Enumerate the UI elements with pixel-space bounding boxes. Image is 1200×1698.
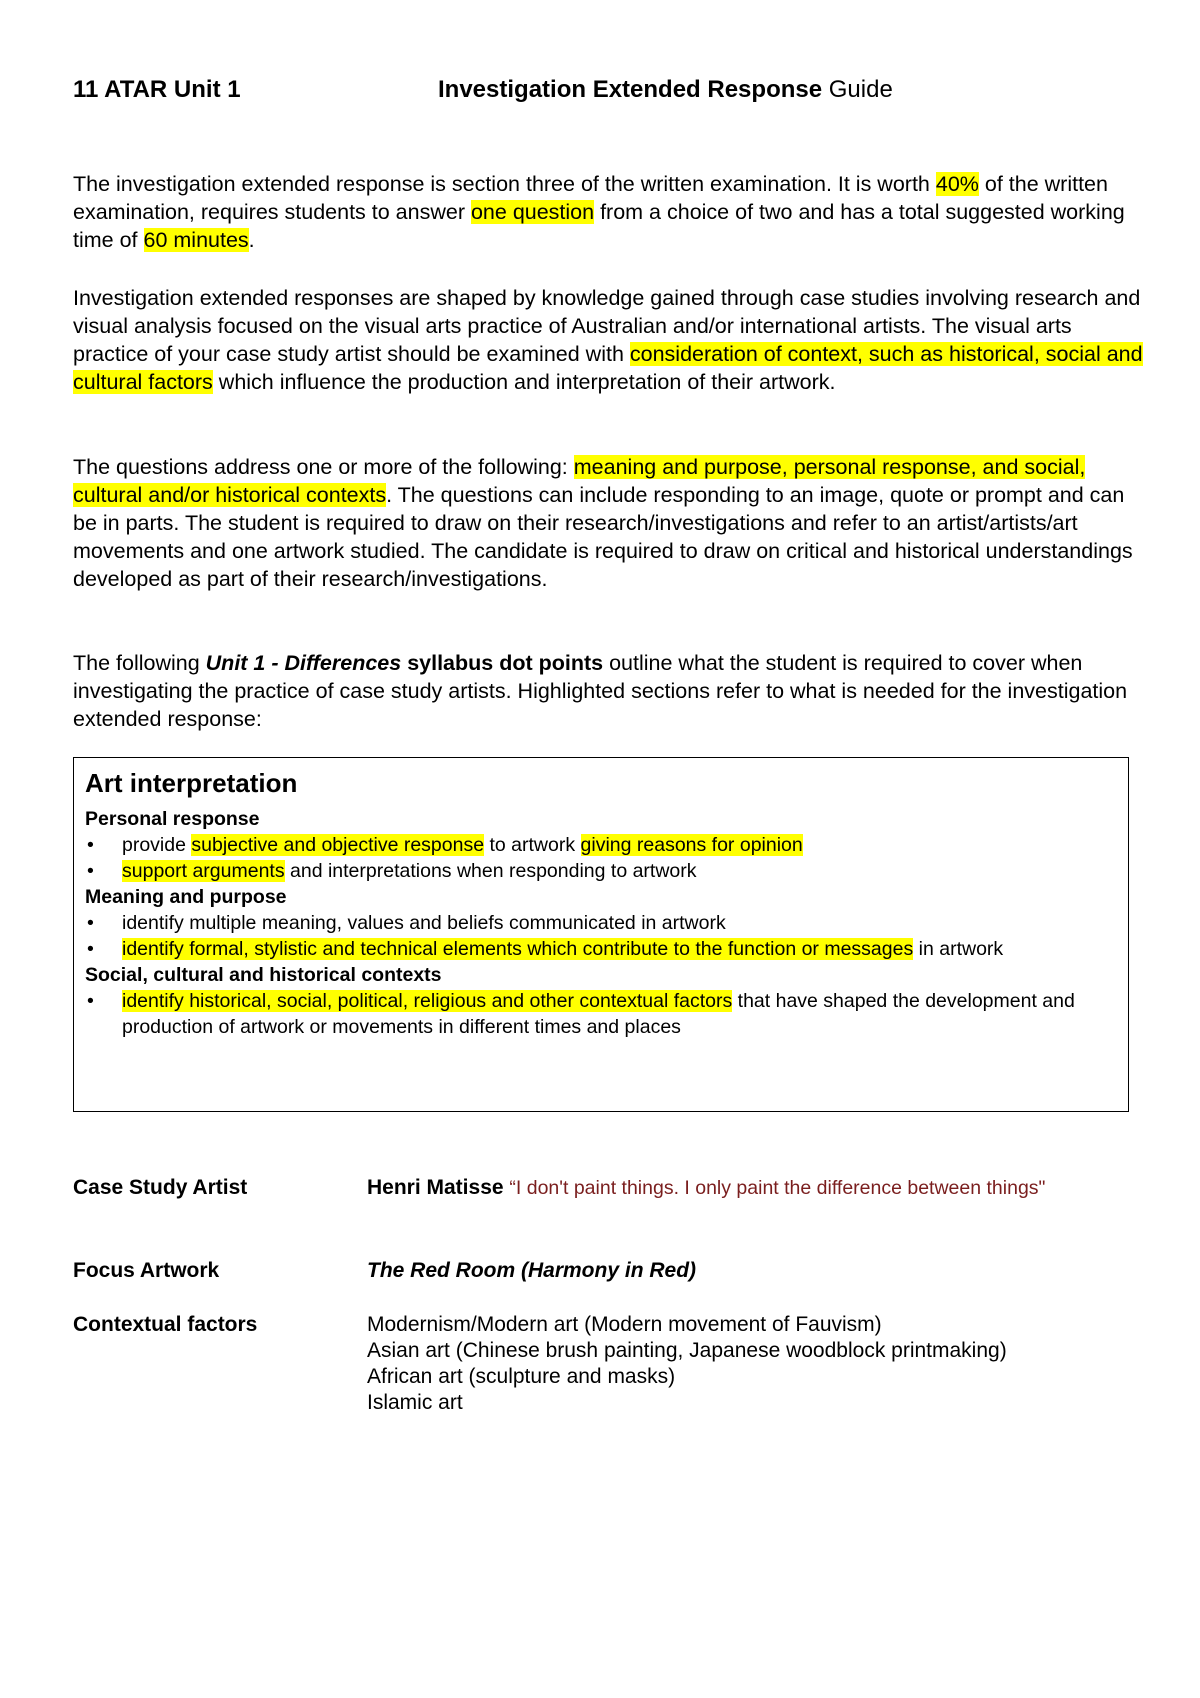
bullet-item [85,858,1115,884]
highlighted-text: support arguments [122,860,285,882]
highlighted-text: 60 minutes [143,228,249,252]
artist-name: Henri Matisse [367,1176,504,1199]
text-run: . The questions can include responding to an image, quote or prompt and can be in parts. The student is required to draw on their research/investigations and refer to an artist/artists/art movements and one artwork studied. The candidate is required to draw on critical and historical understandings developed as part of their research/investigations. [73,483,1133,591]
bullet-item [85,988,1115,1040]
focus-artwork-label [73,1258,219,1284]
context-label-text: Contextual factors [73,1313,258,1336]
highlighted-text: consideration of context, such as historical, social and cultural factors [73,342,1143,394]
text-run: provide [122,834,192,856]
box-content [85,806,1115,1040]
case-study-artist-value [367,1175,1045,1201]
bullet-item [85,832,1115,858]
bullet-icon: • [87,990,94,1012]
highlighted-text: 40% [935,172,979,196]
context-item: Modernism/Modern art (Modern movement of Fauvism) [367,1313,882,1336]
highlighted-text: giving reasons for opinion [580,834,803,856]
bullet-icon: • [87,834,94,856]
text-run: that have shaped the development and production of artwork or movements in different times and places [122,990,1075,1038]
bullet-text [122,910,1115,936]
artist-quote: “I don't paint things. I only paint the difference between things" [509,1177,1046,1199]
text-run: identify multiple meaning, values and beliefs communicated in artwork [122,912,726,934]
bullet-icon: • [87,938,94,960]
title-rest: Guide [822,76,893,103]
bullet-item [85,936,1115,962]
section-heading: Personal response [85,808,260,830]
focus-artwork-title: The Red Room (Harmony in Red) [367,1259,697,1282]
text-run: The questions address one or more of the following: [73,455,574,479]
unit-label: 11 ATAR Unit 1 [73,76,241,103]
syllabus-dot-points: syllabus dot points [401,651,604,675]
contextual-factors-list [367,1312,1007,1416]
text-run: Investigation extended responses are shaped by knowledge gained through case studies involving research and visual analysis focused on the visual arts practice of Australian and/or international artists. The visual arts practice of your case study artist should be examined with [73,286,1141,366]
highlighted-text: one question [470,200,595,224]
context-item: Islamic art [367,1391,463,1414]
artist-label-text: Case Study Artist [73,1176,248,1199]
intro-paragraph-4 [73,649,1143,733]
unit-name: Unit 1 - Differences [205,651,402,675]
context-item: Asian art (Chinese brush painting, Japanese woodblock printmaking) [367,1339,1007,1362]
p4-text-a: The following [73,651,206,675]
highlighted-text: identify historical, social, political, religious and other contextual factors [122,990,733,1012]
intro-paragraph-1 [73,170,1143,254]
text-run: in artwork [913,938,1004,960]
text-run: from a choice of two and has a total suggested working time of [73,200,1125,252]
title-bold: Investigation Extended Response [438,76,823,103]
text-run: . [248,228,255,252]
context-item: African art (sculpture and masks) [367,1365,676,1388]
artwork-label-text: Focus Artwork [73,1259,220,1282]
bullet-text [122,832,1115,858]
bullet-item [85,910,1115,936]
text-run: of the written examination, requires students to answer [73,172,1108,224]
bullet-text [122,936,1115,962]
text-run: and interpretations when responding to artwork [284,860,697,882]
highlighted-text: identify formal, stylistic and technical elements which contribute to the function or messages [122,938,914,960]
contextual-factors-label [73,1312,257,1338]
text-run: to artwork [484,834,581,856]
art-interpretation-box [73,757,1129,1112]
document-title [438,74,893,106]
p4-text-d: outline what the student is required to cover when investigating the practice of case study artists. Highlighted sections refer to what is needed for the investigation extended response: [73,651,1128,731]
bullet-text [122,988,1115,1040]
bullet-text [122,858,1115,884]
bullet-icon: • [87,912,94,934]
section-heading: Social, cultural and historical contexts [85,964,442,986]
highlighted-text: meaning and purpose, personal response, and social, cultural and/or historical contexts [73,455,1086,507]
text-run: which influence the production and interpretation of their artwork. [212,370,836,394]
intro-paragraph-2 [73,284,1143,396]
highlighted-text: subjective and objective response [191,834,485,856]
intro-paragraph-3 [73,453,1143,593]
box-title: Art interpretation [85,768,298,798]
text-run: The investigation extended response is section three of the written examination. It is worth [73,172,936,196]
bullet-icon: • [87,860,94,882]
case-study-artist-label [73,1175,247,1201]
section-heading: Meaning and purpose [85,886,287,908]
